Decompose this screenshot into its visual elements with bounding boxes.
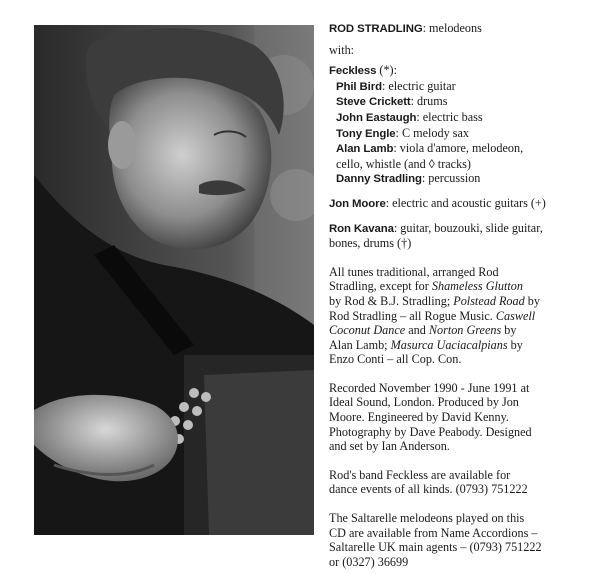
guest-role: : electric and acoustic guitars (+) [385, 195, 546, 210]
credit-text: by [524, 293, 540, 308]
credit-text: and [405, 323, 429, 338]
info-line: CD are available from Name Accordions – [329, 525, 538, 540]
credit-line [329, 323, 591, 338]
member-name: Steve Crickett [336, 96, 411, 109]
credit-text: Alan Lamb; [329, 337, 391, 352]
tune-title: Polstead Road [453, 293, 525, 308]
photo-illustration [34, 25, 314, 535]
liner-notes [329, 21, 591, 569]
credit-line: Photography by Dave Peabody. Designed [329, 424, 532, 439]
credit-text: by Rod & B.J. Stradling; [329, 293, 454, 308]
list-item [336, 126, 591, 142]
list-item [336, 141, 591, 157]
credit-text: Stradling, except for [329, 279, 432, 294]
tune-title: Masurca Uaciacalpians [390, 337, 508, 352]
lead-role: : melodeons [422, 21, 482, 35]
list-item [336, 94, 591, 110]
lead-name: ROD STRADLING [329, 23, 423, 35]
member-name: Tony Engle [336, 127, 396, 140]
member-name: John Eastaugh [336, 111, 417, 124]
member-role: : viola d'amore, melodeon, [393, 141, 524, 156]
list-item [336, 110, 591, 126]
credit-line: Recorded November 1990 - June 1991 at [329, 380, 530, 395]
booking-info [329, 468, 591, 497]
credit-line [329, 294, 591, 309]
recording-credits [329, 381, 591, 454]
guest-role: : guitar, bouzouki, slide guitar, [393, 220, 543, 235]
lead-credit [329, 21, 591, 37]
guest-credit [329, 221, 591, 237]
info-line: or (0327) 36699 [329, 554, 409, 569]
member-role: : percussion [421, 171, 481, 186]
credit-text: by [507, 337, 523, 352]
member-name: Alan Lamb [336, 143, 394, 156]
info-line: Saltarelle UK main agents – (0793) 751222 [329, 540, 542, 555]
guest-credit [329, 196, 591, 212]
with-label: with: [329, 42, 355, 57]
credit-line [329, 309, 591, 324]
info-line: dance events of all kinds. (0793) 751222 [329, 482, 528, 497]
member-role: : drums [410, 94, 448, 109]
list-item [336, 79, 591, 95]
tune-title: Caswell [495, 308, 536, 323]
musician-photo [34, 25, 314, 535]
member-role: : electric bass [416, 109, 483, 124]
info-line: Rod's band Feckless are available for [329, 467, 511, 482]
credit-line: All tunes traditional, arranged Rod [329, 264, 499, 279]
tune-title: Shameless Glutton [431, 279, 523, 294]
tune-title: Coconut Dance [329, 323, 406, 338]
list-item-continuation: cello, whistle (and ◊ tracks) [336, 156, 471, 171]
tune-title: Norton Greens [428, 323, 502, 338]
guest-credit-continuation: bones, drums (†) [329, 236, 412, 251]
credit-line: Moore. Engineered by David Kenny. [329, 410, 509, 425]
melodeon-info [329, 511, 591, 569]
credit-line: and set by Ian Anderson. [329, 439, 450, 454]
member-role: : C melody sax [395, 125, 470, 140]
credit-line [329, 279, 591, 294]
credit-text: Rod Stradling – all Rogue Music. [329, 308, 496, 323]
credit-text: by [501, 323, 517, 338]
band-members [329, 79, 591, 187]
list-item [336, 171, 591, 187]
member-name: Danny Stradling [336, 173, 422, 186]
band-mark: (*): [376, 63, 397, 78]
guest-name: Ron Kavana [329, 222, 394, 235]
tune-credits [329, 265, 591, 367]
credit-line: Ideal Sound, London. Produced by Jon [329, 395, 519, 410]
info-line: The Saltarelle melodeons played on this [329, 511, 525, 526]
member-role: : electric guitar [381, 78, 456, 93]
band-heading [329, 63, 591, 79]
member-name: Phil Bird [336, 80, 382, 93]
credit-line: Enzo Conti – all Cop. Con. [329, 352, 462, 367]
band-name: Feckless [329, 65, 377, 78]
guest-name: Jon Moore [329, 197, 386, 210]
credit-line [329, 338, 591, 353]
